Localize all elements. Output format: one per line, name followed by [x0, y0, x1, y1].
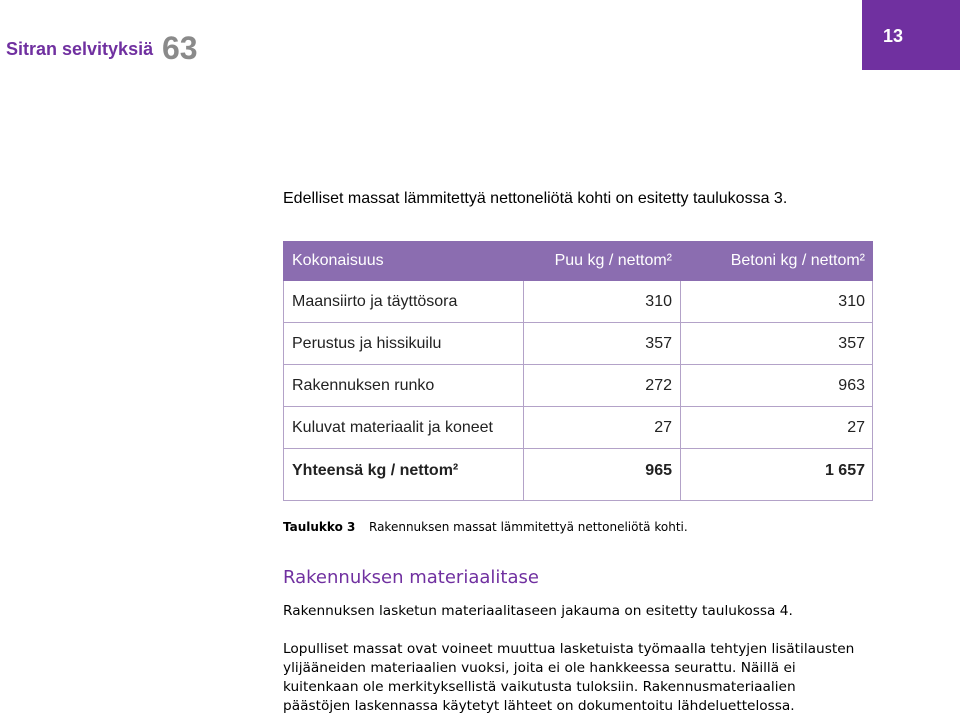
series-title: Sitran selvityksiä	[6, 39, 154, 59]
wood-value-cell: 272	[524, 365, 681, 407]
table-total-row	[284, 449, 873, 501]
concrete-value-cell: 27	[681, 407, 873, 449]
table-row	[284, 281, 873, 323]
table-header-row	[284, 242, 873, 281]
header-cell-concrete: Betoni kg / nettom²	[681, 242, 873, 281]
table-caption	[283, 519, 688, 535]
table-row	[284, 365, 873, 407]
mass-table	[283, 241, 873, 501]
page-number-badge	[862, 0, 960, 70]
table-row	[284, 407, 873, 449]
paragraph-line: päästöjen laskennassa käytetyt lähteet on dokumentoitu lähdeluettelossa.	[283, 698, 795, 714]
section-intro-paragraph: Rakennuksen lasketun materiaalitaseen jakauma on esitetty taulukossa 4.	[283, 603, 793, 619]
concrete-value-cell: 357	[681, 323, 873, 365]
row-item-cell: Kuluvat materiaalit ja koneet	[284, 407, 524, 449]
paragraph-line: kuitenkaan ole merkityksellistä vaikutusta tuloksiin. Rakennusmateriaalien	[283, 679, 796, 695]
paragraph-line: ylijääneiden materiaalien vuoksi, joita ei ole hankkeessa seurattu. Näillä ei	[283, 660, 796, 676]
row-item-cell: Maansiirto ja täyttösora	[284, 281, 524, 323]
caption-label: Taulukko 3	[283, 520, 356, 534]
page-number: 13	[883, 26, 904, 46]
table-head	[284, 242, 873, 281]
concrete-value-cell: 310	[681, 281, 873, 323]
intro-paragraph: Edelliset massat lämmitettyä nettoneliötä kohti on esitetty taulukossa 3.	[283, 190, 788, 207]
table-body	[284, 281, 873, 501]
header-cell-wood: Puu kg / nettom²	[524, 242, 681, 281]
header-cell-item: Kokonaisuus	[284, 242, 524, 281]
concrete-value-cell: 963	[681, 365, 873, 407]
section-heading: Rakennuksen materiaalitase	[283, 567, 539, 588]
wood-value-cell: 310	[524, 281, 681, 323]
wood-value-cell: 27	[524, 407, 681, 449]
wood-value-cell: 357	[524, 323, 681, 365]
row-item-cell: Rakennuksen runko	[284, 365, 524, 407]
total-label-cell: Yhteensä kg / nettom²	[284, 449, 524, 501]
row-item-cell: Perustus ja hissikuilu	[284, 323, 524, 365]
total-concrete-cell: 1 657	[681, 449, 873, 501]
body-paragraph	[283, 640, 854, 716]
table-row	[284, 323, 873, 365]
paragraph-line: Lopulliset massat ovat voineet muuttua lasketuista työmaalla tehtyjen lisätilausten	[283, 641, 855, 657]
series-number: 63	[162, 30, 198, 66]
total-wood-cell: 965	[524, 449, 681, 501]
caption-text: Rakennuksen massat lämmitettyä nettoneliötä kohti.	[369, 520, 688, 534]
